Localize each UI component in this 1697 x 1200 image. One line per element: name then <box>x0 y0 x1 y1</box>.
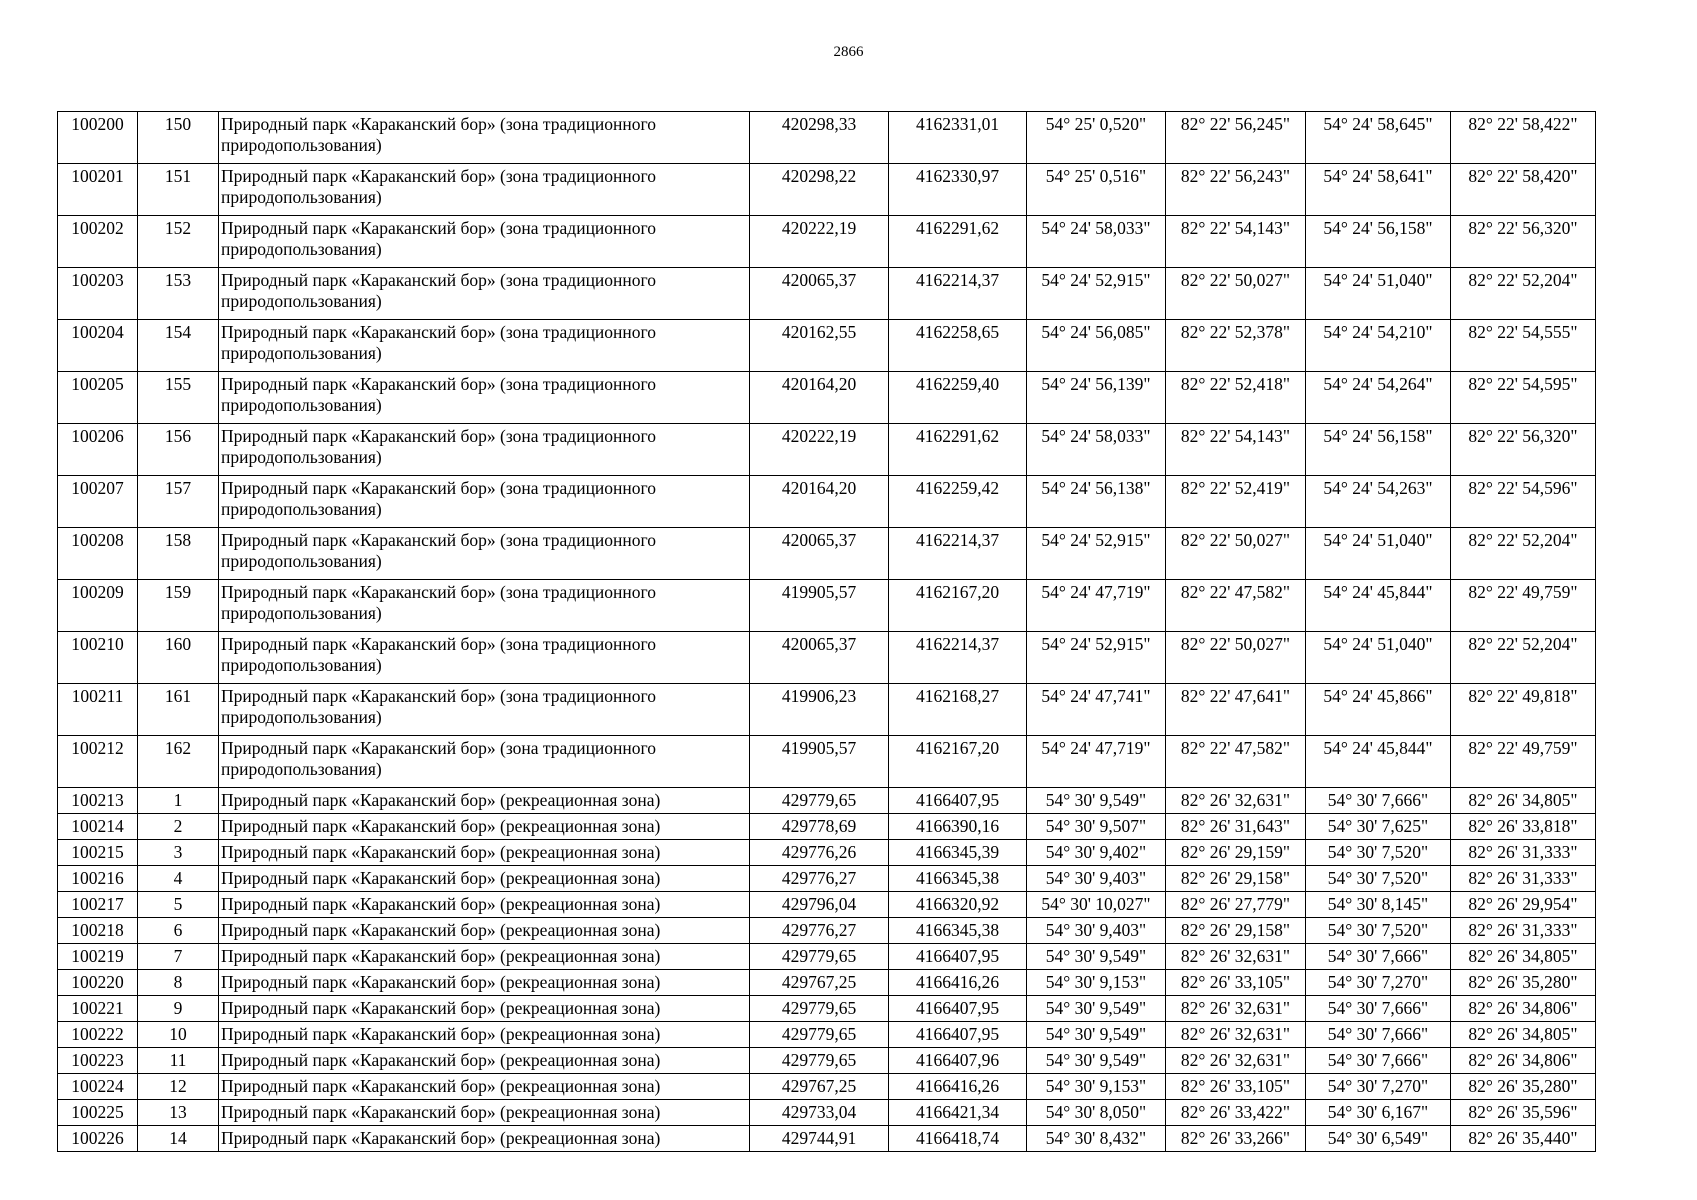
point-number-cell: 159 <box>138 580 219 632</box>
latitude-1-cell: 54° 30' 9,549" <box>1027 1022 1166 1048</box>
table-row <box>58 164 1596 216</box>
point-number-cell: 154 <box>138 320 219 372</box>
y-coordinate-cell: 4162168,27 <box>889 684 1027 736</box>
zone-name-cell: Природный парк «Караканский бор» (зона традиционного природопользования) <box>219 216 750 268</box>
point-number-cell: 153 <box>138 268 219 320</box>
longitude-2-cell: 82° 26' 35,280" <box>1451 970 1596 996</box>
latitude-1-cell: 54° 25' 0,516" <box>1027 164 1166 216</box>
longitude-1-cell: 82° 26' 33,422" <box>1166 1100 1306 1126</box>
zone-name-cell: Природный парк «Караканский бор» (зона традиционного природопользования) <box>219 528 750 580</box>
latitude-2-cell: 54° 24' 45,844" <box>1306 580 1451 632</box>
longitude-2-cell: 82° 22' 49,759" <box>1451 736 1596 788</box>
x-coordinate-cell: 420298,22 <box>750 164 889 216</box>
longitude-2-cell: 82° 22' 54,595" <box>1451 372 1596 424</box>
row-id-cell: 100225 <box>58 1100 138 1126</box>
latitude-2-cell: 54° 30' 6,549" <box>1306 1126 1451 1152</box>
latitude-2-cell: 54° 30' 7,520" <box>1306 918 1451 944</box>
row-id-cell: 100210 <box>58 632 138 684</box>
latitude-2-cell: 54° 24' 58,645" <box>1306 112 1451 164</box>
latitude-2-cell: 54° 24' 51,040" <box>1306 632 1451 684</box>
y-coordinate-cell: 4166416,26 <box>889 970 1027 996</box>
longitude-2-cell: 82° 26' 35,440" <box>1451 1126 1596 1152</box>
y-coordinate-cell: 4166407,96 <box>889 1048 1027 1074</box>
table-row <box>58 1100 1596 1126</box>
latitude-1-cell: 54° 30' 9,153" <box>1027 970 1166 996</box>
x-coordinate-cell: 429767,25 <box>750 970 889 996</box>
latitude-2-cell: 54° 24' 51,040" <box>1306 268 1451 320</box>
zone-name-cell: Природный парк «Караканский бор» (зона традиционного природопользования) <box>219 476 750 528</box>
zone-name-cell: Природный парк «Караканский бор» (зона традиционного природопользования) <box>219 580 750 632</box>
row-id-cell: 100213 <box>58 788 138 814</box>
row-id-cell: 100204 <box>58 320 138 372</box>
longitude-1-cell: 82° 22' 52,378" <box>1166 320 1306 372</box>
latitude-2-cell: 54° 24' 56,158" <box>1306 424 1451 476</box>
latitude-2-cell: 54° 30' 7,666" <box>1306 788 1451 814</box>
table-row <box>58 528 1596 580</box>
x-coordinate-cell: 420065,37 <box>750 528 889 580</box>
point-number-cell: 6 <box>138 918 219 944</box>
row-id-cell: 100203 <box>58 268 138 320</box>
point-number-cell: 8 <box>138 970 219 996</box>
latitude-2-cell: 54° 30' 7,666" <box>1306 996 1451 1022</box>
latitude-2-cell: 54° 30' 7,270" <box>1306 1074 1451 1100</box>
y-coordinate-cell: 4166407,95 <box>889 996 1027 1022</box>
latitude-1-cell: 54° 30' 9,402" <box>1027 840 1166 866</box>
latitude-1-cell: 54° 30' 9,549" <box>1027 788 1166 814</box>
latitude-2-cell: 54° 24' 58,641" <box>1306 164 1451 216</box>
y-coordinate-cell: 4166407,95 <box>889 1022 1027 1048</box>
table-row <box>58 788 1596 814</box>
table-row <box>58 918 1596 944</box>
x-coordinate-cell: 420222,19 <box>750 216 889 268</box>
table-row <box>58 840 1596 866</box>
latitude-2-cell: 54° 30' 7,520" <box>1306 866 1451 892</box>
latitude-1-cell: 54° 24' 56,138" <box>1027 476 1166 528</box>
page-number: 2866 <box>833 44 864 60</box>
row-id-cell: 100220 <box>58 970 138 996</box>
y-coordinate-cell: 4166407,95 <box>889 788 1027 814</box>
table-row <box>58 736 1596 788</box>
table-row <box>58 320 1596 372</box>
point-number-cell: 9 <box>138 996 219 1022</box>
y-coordinate-cell: 4162291,62 <box>889 424 1027 476</box>
point-number-cell: 151 <box>138 164 219 216</box>
latitude-1-cell: 54° 30' 9,549" <box>1027 944 1166 970</box>
longitude-1-cell: 82° 22' 47,582" <box>1166 580 1306 632</box>
x-coordinate-cell: 429779,65 <box>750 1022 889 1048</box>
point-number-cell: 156 <box>138 424 219 476</box>
zone-name-cell: Природный парк «Караканский бор» (зона традиционного природопользования) <box>219 112 750 164</box>
y-coordinate-cell: 4166345,38 <box>889 866 1027 892</box>
y-coordinate-cell: 4166345,38 <box>889 918 1027 944</box>
zone-name-cell: Природный парк «Караканский бор» (рекреационная зона) <box>219 944 750 970</box>
row-id-cell: 100209 <box>58 580 138 632</box>
longitude-2-cell: 82° 22' 56,320" <box>1451 216 1596 268</box>
row-id-cell: 100208 <box>58 528 138 580</box>
x-coordinate-cell: 420164,20 <box>750 372 889 424</box>
table-row <box>58 684 1596 736</box>
latitude-2-cell: 54° 24' 51,040" <box>1306 528 1451 580</box>
table-row <box>58 866 1596 892</box>
latitude-2-cell: 54° 24' 56,158" <box>1306 216 1451 268</box>
y-coordinate-cell: 4162214,37 <box>889 632 1027 684</box>
zone-name-cell: Природный парк «Караканский бор» (рекреационная зона) <box>219 840 750 866</box>
row-id-cell: 100211 <box>58 684 138 736</box>
zone-name-cell: Природный парк «Караканский бор» (рекреационная зона) <box>219 788 750 814</box>
point-number-cell: 7 <box>138 944 219 970</box>
point-number-cell: 5 <box>138 892 219 918</box>
row-id-cell: 100216 <box>58 866 138 892</box>
x-coordinate-cell: 429779,65 <box>750 996 889 1022</box>
row-id-cell: 100207 <box>58 476 138 528</box>
x-coordinate-cell: 429776,27 <box>750 866 889 892</box>
longitude-1-cell: 82° 22' 56,243" <box>1166 164 1306 216</box>
point-number-cell: 152 <box>138 216 219 268</box>
row-id-cell: 100222 <box>58 1022 138 1048</box>
y-coordinate-cell: 4162259,42 <box>889 476 1027 528</box>
latitude-2-cell: 54° 30' 6,167" <box>1306 1100 1451 1126</box>
y-coordinate-cell: 4162330,97 <box>889 164 1027 216</box>
latitude-1-cell: 54° 30' 9,403" <box>1027 918 1166 944</box>
latitude-1-cell: 54° 30' 9,507" <box>1027 814 1166 840</box>
latitude-1-cell: 54° 30' 9,153" <box>1027 1074 1166 1100</box>
y-coordinate-cell: 4162291,62 <box>889 216 1027 268</box>
point-number-cell: 1 <box>138 788 219 814</box>
point-number-cell: 162 <box>138 736 219 788</box>
y-coordinate-cell: 4166390,16 <box>889 814 1027 840</box>
x-coordinate-cell: 420065,37 <box>750 632 889 684</box>
point-number-cell: 2 <box>138 814 219 840</box>
table-row <box>58 970 1596 996</box>
zone-name-cell: Природный парк «Караканский бор» (рекреационная зона) <box>219 1048 750 1074</box>
y-coordinate-cell: 4166407,95 <box>889 944 1027 970</box>
longitude-1-cell: 82° 22' 54,143" <box>1166 424 1306 476</box>
x-coordinate-cell: 429778,69 <box>750 814 889 840</box>
x-coordinate-cell: 429779,65 <box>750 788 889 814</box>
y-coordinate-cell: 4162214,37 <box>889 268 1027 320</box>
longitude-2-cell: 82° 22' 54,596" <box>1451 476 1596 528</box>
zone-name-cell: Природный парк «Караканский бор» (зона традиционного природопользования) <box>219 684 750 736</box>
row-id-cell: 100212 <box>58 736 138 788</box>
point-number-cell: 11 <box>138 1048 219 1074</box>
longitude-1-cell: 82° 26' 29,158" <box>1166 866 1306 892</box>
longitude-2-cell: 82° 26' 34,805" <box>1451 944 1596 970</box>
longitude-1-cell: 82° 26' 32,631" <box>1166 1022 1306 1048</box>
point-number-cell: 4 <box>138 866 219 892</box>
zone-name-cell: Природный парк «Караканский бор» (рекреационная зона) <box>219 892 750 918</box>
point-number-cell: 158 <box>138 528 219 580</box>
table-row <box>58 476 1596 528</box>
row-id-cell: 100217 <box>58 892 138 918</box>
latitude-1-cell: 54° 30' 10,027" <box>1027 892 1166 918</box>
zone-name-cell: Природный парк «Караканский бор» (зона традиционного природопользования) <box>219 632 750 684</box>
table-body <box>58 112 1596 1152</box>
table-row <box>58 424 1596 476</box>
point-number-cell: 161 <box>138 684 219 736</box>
longitude-2-cell: 82° 22' 54,555" <box>1451 320 1596 372</box>
table-row <box>58 1126 1596 1152</box>
y-coordinate-cell: 4166345,39 <box>889 840 1027 866</box>
x-coordinate-cell: 429776,26 <box>750 840 889 866</box>
row-id-cell: 100224 <box>58 1074 138 1100</box>
zone-name-cell: Природный парк «Караканский бор» (рекреационная зона) <box>219 918 750 944</box>
zone-name-cell: Природный парк «Караканский бор» (зона традиционного природопользования) <box>219 164 750 216</box>
table-row <box>58 268 1596 320</box>
table-row <box>58 1022 1596 1048</box>
row-id-cell: 100218 <box>58 918 138 944</box>
longitude-2-cell: 82° 26' 34,805" <box>1451 1022 1596 1048</box>
zone-name-cell: Природный парк «Караканский бор» (рекреационная зона) <box>219 996 750 1022</box>
table-row <box>58 814 1596 840</box>
latitude-2-cell: 54° 30' 8,145" <box>1306 892 1451 918</box>
latitude-1-cell: 54° 24' 52,915" <box>1027 268 1166 320</box>
latitude-2-cell: 54° 30' 7,666" <box>1306 944 1451 970</box>
point-number-cell: 160 <box>138 632 219 684</box>
x-coordinate-cell: 429796,04 <box>750 892 889 918</box>
table-row <box>58 1074 1596 1100</box>
longitude-1-cell: 82° 26' 33,105" <box>1166 1074 1306 1100</box>
longitude-1-cell: 82° 26' 32,631" <box>1166 944 1306 970</box>
longitude-2-cell: 82° 26' 31,333" <box>1451 866 1596 892</box>
longitude-2-cell: 82° 26' 31,333" <box>1451 840 1596 866</box>
longitude-2-cell: 82° 22' 56,320" <box>1451 424 1596 476</box>
table-row <box>58 580 1596 632</box>
y-coordinate-cell: 4162214,37 <box>889 528 1027 580</box>
longitude-2-cell: 82° 22' 52,204" <box>1451 632 1596 684</box>
point-number-cell: 150 <box>138 112 219 164</box>
latitude-1-cell: 54° 24' 58,033" <box>1027 216 1166 268</box>
longitude-2-cell: 82° 22' 58,422" <box>1451 112 1596 164</box>
latitude-1-cell: 54° 24' 52,915" <box>1027 632 1166 684</box>
latitude-2-cell: 54° 30' 7,520" <box>1306 840 1451 866</box>
zone-name-cell: Природный парк «Караканский бор» (рекреационная зона) <box>219 866 750 892</box>
longitude-2-cell: 82° 26' 34,806" <box>1451 1048 1596 1074</box>
x-coordinate-cell: 429744,91 <box>750 1126 889 1152</box>
longitude-1-cell: 82° 22' 50,027" <box>1166 632 1306 684</box>
latitude-1-cell: 54° 30' 9,549" <box>1027 996 1166 1022</box>
x-coordinate-cell: 429733,04 <box>750 1100 889 1126</box>
longitude-1-cell: 82° 26' 27,779" <box>1166 892 1306 918</box>
latitude-2-cell: 54° 24' 54,264" <box>1306 372 1451 424</box>
longitude-2-cell: 82° 22' 49,759" <box>1451 580 1596 632</box>
longitude-2-cell: 82° 22' 52,204" <box>1451 268 1596 320</box>
longitude-2-cell: 82° 22' 58,420" <box>1451 164 1596 216</box>
y-coordinate-cell: 4166320,92 <box>889 892 1027 918</box>
table-row <box>58 216 1596 268</box>
latitude-1-cell: 54° 24' 47,719" <box>1027 580 1166 632</box>
latitude-1-cell: 54° 30' 8,050" <box>1027 1100 1166 1126</box>
longitude-1-cell: 82° 26' 31,643" <box>1166 814 1306 840</box>
longitude-1-cell: 82° 22' 56,245" <box>1166 112 1306 164</box>
zone-name-cell: Природный парк «Караканский бор» (рекреационная зона) <box>219 814 750 840</box>
longitude-1-cell: 82° 26' 29,159" <box>1166 840 1306 866</box>
x-coordinate-cell: 429776,27 <box>750 918 889 944</box>
longitude-1-cell: 82° 22' 50,027" <box>1166 268 1306 320</box>
x-coordinate-cell: 419906,23 <box>750 684 889 736</box>
row-id-cell: 100201 <box>58 164 138 216</box>
row-id-cell: 100226 <box>58 1126 138 1152</box>
y-coordinate-cell: 4162259,40 <box>889 372 1027 424</box>
table-row <box>58 1048 1596 1074</box>
row-id-cell: 100221 <box>58 996 138 1022</box>
latitude-2-cell: 54° 24' 54,210" <box>1306 320 1451 372</box>
latitude-2-cell: 54° 30' 7,666" <box>1306 1022 1451 1048</box>
table-row <box>58 944 1596 970</box>
y-coordinate-cell: 4162258,65 <box>889 320 1027 372</box>
longitude-2-cell: 82° 26' 35,280" <box>1451 1074 1596 1100</box>
longitude-2-cell: 82° 26' 34,806" <box>1451 996 1596 1022</box>
y-coordinate-cell: 4166416,26 <box>889 1074 1027 1100</box>
row-id-cell: 100202 <box>58 216 138 268</box>
point-number-cell: 13 <box>138 1100 219 1126</box>
longitude-1-cell: 82° 26' 33,105" <box>1166 970 1306 996</box>
latitude-2-cell: 54° 24' 45,866" <box>1306 684 1451 736</box>
zone-name-cell: Природный парк «Караканский бор» (зона традиционного природопользования) <box>219 320 750 372</box>
longitude-2-cell: 82° 26' 34,805" <box>1451 788 1596 814</box>
latitude-1-cell: 54° 30' 8,432" <box>1027 1126 1166 1152</box>
longitude-1-cell: 82° 22' 50,027" <box>1166 528 1306 580</box>
longitude-2-cell: 82° 26' 35,596" <box>1451 1100 1596 1126</box>
x-coordinate-cell: 419905,57 <box>750 580 889 632</box>
longitude-1-cell: 82° 26' 32,631" <box>1166 1048 1306 1074</box>
zone-name-cell: Природный парк «Караканский бор» (зона традиционного природопользования) <box>219 372 750 424</box>
zone-name-cell: Природный парк «Караканский бор» (зона традиционного природопользования) <box>219 424 750 476</box>
row-id-cell: 100214 <box>58 814 138 840</box>
point-number-cell: 155 <box>138 372 219 424</box>
latitude-1-cell: 54° 24' 56,085" <box>1027 320 1166 372</box>
point-number-cell: 3 <box>138 840 219 866</box>
x-coordinate-cell: 419905,57 <box>750 736 889 788</box>
table-row <box>58 112 1596 164</box>
longitude-1-cell: 82° 22' 52,419" <box>1166 476 1306 528</box>
x-coordinate-cell: 420222,19 <box>750 424 889 476</box>
longitude-1-cell: 82° 22' 47,641" <box>1166 684 1306 736</box>
latitude-2-cell: 54° 30' 7,625" <box>1306 814 1451 840</box>
y-coordinate-cell: 4162167,20 <box>889 736 1027 788</box>
y-coordinate-cell: 4166421,34 <box>889 1100 1027 1126</box>
y-coordinate-cell: 4162167,20 <box>889 580 1027 632</box>
longitude-1-cell: 82° 26' 29,158" <box>1166 918 1306 944</box>
zone-name-cell: Природный парк «Караканский бор» (рекреационная зона) <box>219 970 750 996</box>
zone-name-cell: Природный парк «Караканский бор» (зона традиционного природопользования) <box>219 736 750 788</box>
latitude-1-cell: 54° 25' 0,520" <box>1027 112 1166 164</box>
longitude-1-cell: 82° 22' 52,418" <box>1166 372 1306 424</box>
point-number-cell: 157 <box>138 476 219 528</box>
zone-name-cell: Природный парк «Караканский бор» (зона традиционного природопользования) <box>219 268 750 320</box>
longitude-1-cell: 82° 22' 54,143" <box>1166 216 1306 268</box>
latitude-1-cell: 54° 24' 56,139" <box>1027 372 1166 424</box>
latitude-1-cell: 54° 24' 58,033" <box>1027 424 1166 476</box>
table-row <box>58 372 1596 424</box>
row-id-cell: 100200 <box>58 112 138 164</box>
latitude-2-cell: 54° 30' 7,270" <box>1306 970 1451 996</box>
point-number-cell: 14 <box>138 1126 219 1152</box>
x-coordinate-cell: 420298,33 <box>750 112 889 164</box>
row-id-cell: 100206 <box>58 424 138 476</box>
table-row <box>58 892 1596 918</box>
latitude-1-cell: 54° 24' 47,741" <box>1027 684 1166 736</box>
row-id-cell: 100219 <box>58 944 138 970</box>
x-coordinate-cell: 429779,65 <box>750 1048 889 1074</box>
y-coordinate-cell: 4166418,74 <box>889 1126 1027 1152</box>
point-number-cell: 10 <box>138 1022 219 1048</box>
longitude-2-cell: 82° 26' 29,954" <box>1451 892 1596 918</box>
x-coordinate-cell: 420164,20 <box>750 476 889 528</box>
latitude-2-cell: 54° 24' 54,263" <box>1306 476 1451 528</box>
row-id-cell: 100223 <box>58 1048 138 1074</box>
longitude-2-cell: 82° 22' 49,818" <box>1451 684 1596 736</box>
longitude-1-cell: 82° 22' 47,582" <box>1166 736 1306 788</box>
table-row <box>58 996 1596 1022</box>
row-id-cell: 100205 <box>58 372 138 424</box>
row-id-cell: 100215 <box>58 840 138 866</box>
zone-name-cell: Природный парк «Караканский бор» (рекреационная зона) <box>219 1100 750 1126</box>
longitude-2-cell: 82° 26' 33,818" <box>1451 814 1596 840</box>
latitude-2-cell: 54° 24' 45,844" <box>1306 736 1451 788</box>
latitude-1-cell: 54° 24' 52,915" <box>1027 528 1166 580</box>
longitude-2-cell: 82° 26' 31,333" <box>1451 918 1596 944</box>
coordinates-table <box>57 111 1596 1152</box>
y-coordinate-cell: 4162331,01 <box>889 112 1027 164</box>
table-row <box>58 632 1596 684</box>
longitude-1-cell: 82° 26' 32,631" <box>1166 788 1306 814</box>
x-coordinate-cell: 429779,65 <box>750 944 889 970</box>
latitude-1-cell: 54° 30' 9,403" <box>1027 866 1166 892</box>
latitude-1-cell: 54° 30' 9,549" <box>1027 1048 1166 1074</box>
longitude-1-cell: 82° 26' 32,631" <box>1166 996 1306 1022</box>
x-coordinate-cell: 420162,55 <box>750 320 889 372</box>
latitude-1-cell: 54° 24' 47,719" <box>1027 736 1166 788</box>
zone-name-cell: Природный парк «Караканский бор» (рекреационная зона) <box>219 1126 750 1152</box>
x-coordinate-cell: 420065,37 <box>750 268 889 320</box>
latitude-2-cell: 54° 30' 7,666" <box>1306 1048 1451 1074</box>
x-coordinate-cell: 429767,25 <box>750 1074 889 1100</box>
point-number-cell: 12 <box>138 1074 219 1100</box>
zone-name-cell: Природный парк «Караканский бор» (рекреационная зона) <box>219 1022 750 1048</box>
longitude-1-cell: 82° 26' 33,266" <box>1166 1126 1306 1152</box>
zone-name-cell: Природный парк «Караканский бор» (рекреационная зона) <box>219 1074 750 1100</box>
longitude-2-cell: 82° 22' 52,204" <box>1451 528 1596 580</box>
